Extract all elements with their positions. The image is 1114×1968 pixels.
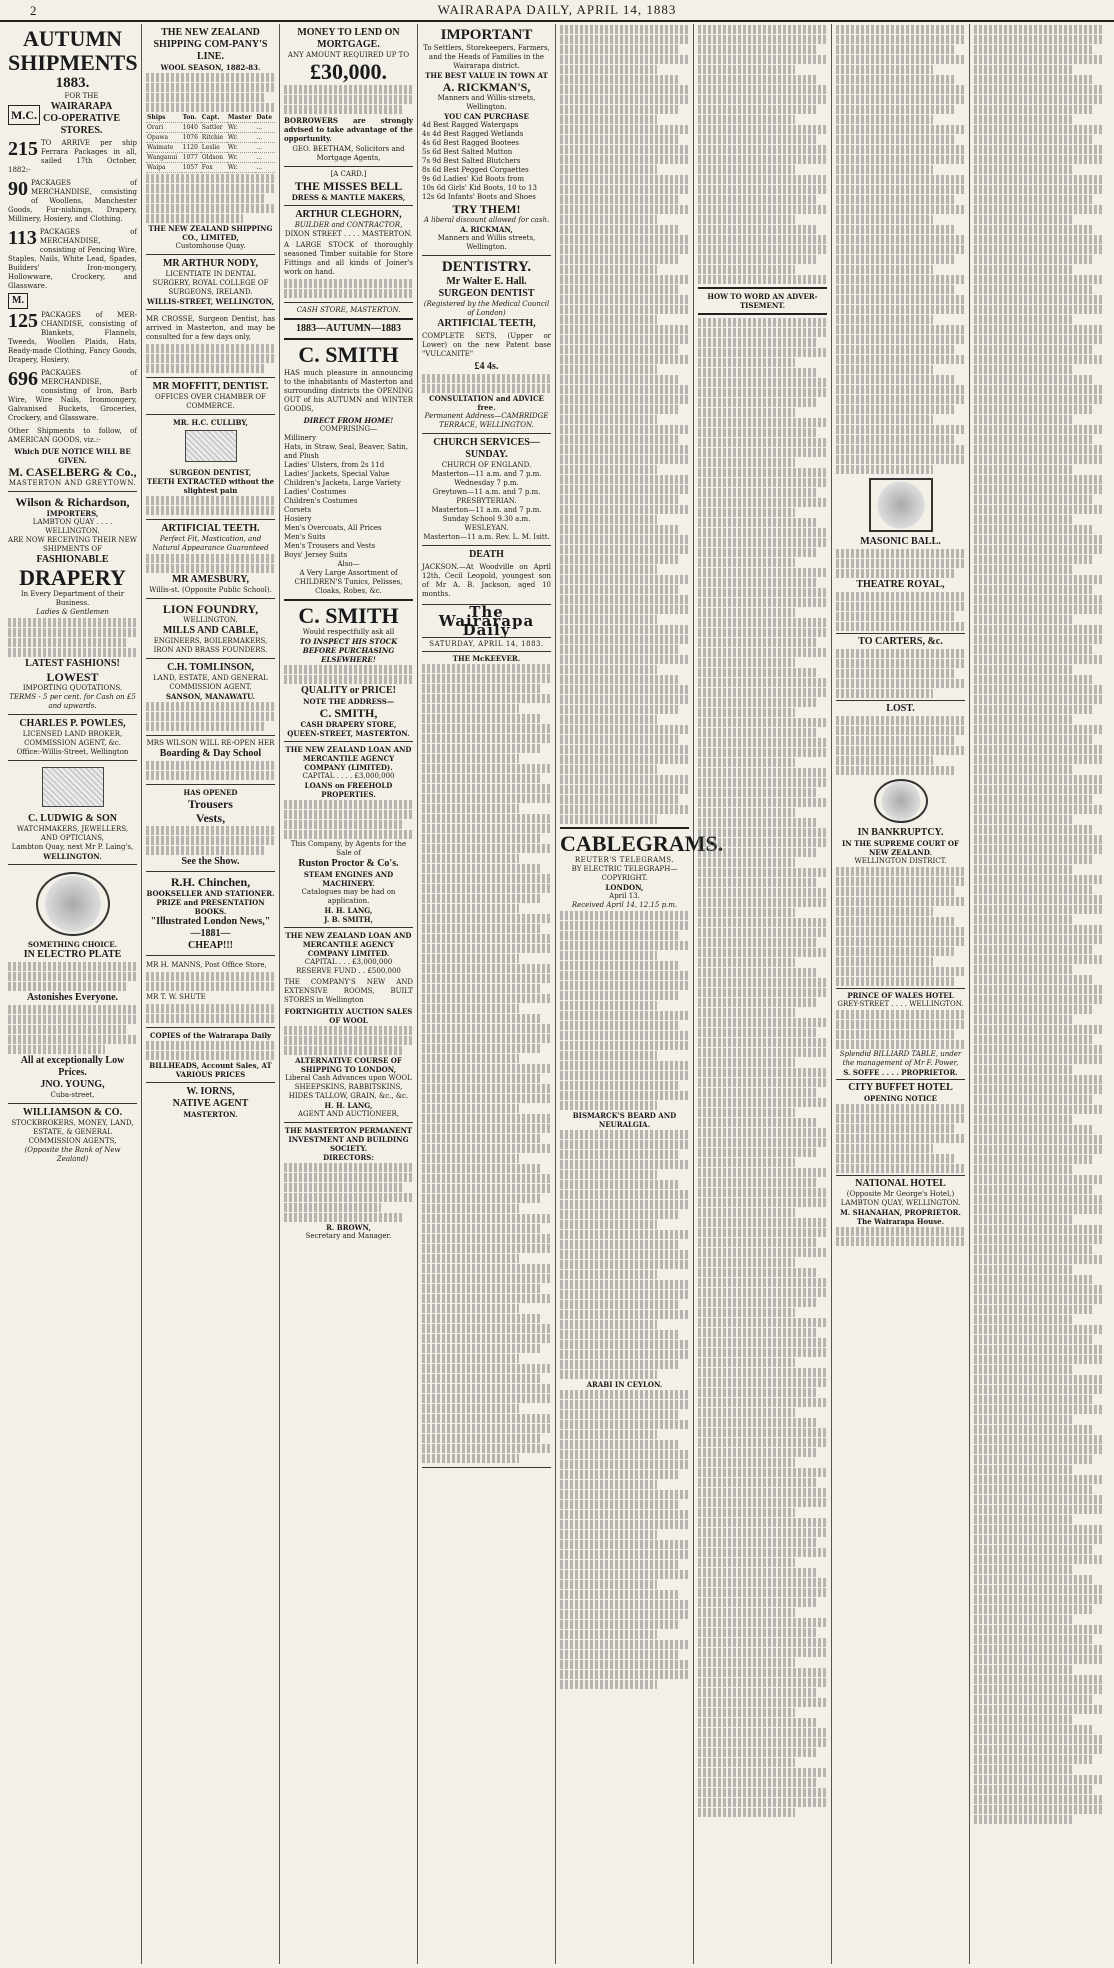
shipment-count-5: 696 — [8, 368, 38, 390]
rickman-heading: A. RICKMAN'S, — [442, 80, 531, 94]
list-item: Wednesday 7 p.m. — [454, 479, 519, 487]
shipment-count-4: 125 — [8, 310, 38, 332]
london-label: LONDON, — [605, 883, 644, 892]
hall-name: Mr Walter E. Hall. — [446, 276, 527, 287]
mills-cable-sub: ENGINEERS, BOILERMAKERS, IRON AND BRASS FOUNDERS. — [153, 637, 268, 654]
card-label: [A CARD.] — [330, 170, 367, 178]
lang-name: H. H. LANG, — [324, 906, 373, 915]
tomlinson-sub: LAND, ESTATE, AND GENERAL COMMISSION AGENT, — [153, 674, 268, 691]
due-notice: Which DUE NOTICE WILL BE GIVEN. — [14, 447, 131, 465]
powles-heading: CHARLES P. POWLES, — [19, 718, 126, 729]
table-row — [146, 123, 275, 133]
dentistry-heading: DENTISTRY. — [441, 259, 532, 275]
lion-foundry-heading: LION FOUNDRY, — [162, 602, 259, 616]
fashionable-label: FASHIONABLE — [36, 554, 109, 565]
april-label: April 13. — [609, 892, 640, 900]
ships-col-header: Ton. — [182, 113, 201, 123]
rickman-address: Manners and Willis-streets, Wellington. — [437, 94, 536, 111]
discount-label: A liberal discount allowed for cash. — [423, 216, 550, 224]
complete-sets-notice: COMPLETE SETS, (Upper or Lower) on the new Patent base "VULCANITE" — [422, 332, 551, 358]
list-item: 4d Best Ragged Watergaps — [422, 121, 519, 129]
cablegrams-heading: CABLEGRAMS. — [560, 831, 724, 856]
shanahan-label: M. SHANAHAN, PROPRIETOR. — [840, 1208, 961, 1217]
table-cell: Ritchie — [201, 133, 227, 143]
national-hotel-sub: (Opposite Mr George's Hotel,) LAMBTON QUAY, WELLINGTON. — [840, 1190, 961, 1207]
cheap-heading: CHEAP!!! — [188, 940, 233, 951]
church-services-heading: CHURCH SERVICES—SUNDAY. — [433, 437, 540, 460]
dress-makers-label: DRESS & MANTLE MAKERS, — [291, 193, 406, 202]
mills-cable-heading: MILLS AND CABLE, — [162, 625, 259, 636]
ludwig-address: Lambton Quay, next Mr P. Laing's, — [11, 843, 134, 851]
drapery-heading: DRAPERY — [19, 565, 126, 590]
reuter-label: REUTER'S TELEGRAMS. — [574, 856, 675, 864]
powles-office: Office:-Willis-Street, Wellington — [16, 748, 129, 756]
c-smith-announcement: HAS much pleasure in announcing to the inhabitants of Masterton and surrounding districts the OPENING OUT of his AUTUMN and WINTER GOODS, — [284, 369, 413, 413]
children-notice: A Very Large Assortment of CHILDREN'S Tunics, Pelisses, Cloaks, Robes, &c. — [294, 569, 403, 595]
list-item: Men's Overcoats, All Prices — [284, 524, 382, 532]
list-item: Ladies' Jackets, Special Value — [284, 470, 390, 478]
loans-label: LOANS on FREEHOLD PROPERTIES. — [304, 781, 393, 799]
table-cell: Wr. — [227, 163, 255, 173]
misses-bell-heading: THE MISSES BELL — [294, 179, 403, 193]
wool-season: WOOL SEASON, 1882-83. — [160, 63, 261, 72]
catalogues-label: Catalogues may be had on application. — [301, 888, 396, 905]
illustrated-news-heading: "Illustrated London News," — [150, 916, 271, 927]
brown-name: R. BROWN, — [326, 1223, 371, 1232]
ludwig-heading: C. LUDWIG & SON — [28, 813, 117, 824]
list-item: 5s 6d Best Salted Mutton — [422, 148, 513, 156]
ships-col-header: Capt. — [201, 113, 227, 123]
ladies-label: Ladies & Gentlemen — [36, 608, 109, 616]
list-item: Millinery — [284, 434, 317, 442]
list-item: Ladies' Costumes — [284, 488, 347, 496]
caselberg-heading: M. CASELBERG & Co., — [8, 465, 137, 479]
artificial-teeth-heading-2: ARTIFICIAL TEETH, — [437, 318, 536, 329]
column-7 — [832, 24, 970, 1964]
table-cell: Leslie — [201, 143, 227, 153]
list-item: PRESBYTERIAN. — [456, 497, 517, 505]
list-item: Masterton—11 a.m. and 7 p.m. — [431, 470, 542, 478]
padlock-illustration-icon — [36, 872, 110, 936]
coop-label: CO-OPERATIVE — [43, 113, 121, 124]
culliby-heading: MR. H.C. CULLIBY, — [173, 418, 248, 427]
how-to-word-heading: HOW TO WORD AN ADVER-TISEMENT. — [707, 292, 818, 310]
young-sub: Cuba-street, — [50, 1091, 95, 1099]
list-item: Hosiery — [284, 515, 312, 523]
electro-plate-heading: IN ELECTRO PLATE — [23, 949, 122, 960]
shipment-text-4: PACKAGES of MER-CHANDISE, consisting of Blankets, Flannels, Tweeds, Woollen Plaids, Hats, Ready-made Clothing, Fancy Goods, Drapery, Hosiery. — [8, 311, 137, 364]
article-heading: THE McKEEVER. — [452, 654, 521, 663]
column-5 — [556, 24, 724, 1964]
for-the-label: FOR THE — [64, 92, 99, 100]
ships-col-header: Master — [227, 113, 255, 123]
permanent-address: Permanent Address—CAMBRIDGE TERRACE, WELLINGTON. — [424, 412, 549, 429]
table-cell: Opawa — [146, 133, 182, 143]
auction-label: FORTNIGHTLY AUCTION SALES OF WOOL — [284, 1007, 413, 1025]
page-number: 2 — [30, 3, 38, 18]
agents-label: This Company, by Agents for the Sale of — [290, 840, 407, 857]
column-2 — [142, 24, 280, 1964]
table-cell: 1120 — [182, 143, 201, 153]
best-value-label: THE BEST VALUE IN TOWN AT — [425, 71, 548, 80]
cleghorn-heading: ARTHUR CLEGHORN, — [295, 209, 402, 220]
column-1 — [4, 24, 142, 1964]
rickman-signoff: A. RICKMAN, — [460, 225, 513, 234]
column-6 — [694, 24, 832, 1964]
column-8 — [970, 24, 1108, 1964]
importers-label: IMPORTERS, — [46, 509, 99, 518]
arabi-heading: ARABI IN CEYLON. — [586, 1380, 663, 1389]
wairarapa-house-label: The Wairarapa House. — [856, 1217, 945, 1226]
receive-notice: THE COMPANY'S NEW AND EXTENSIVE ROOMS, BUILT STORES in Wellington — [284, 978, 413, 1004]
table-cell: ... — [255, 163, 275, 173]
loan-amount: £30,000. — [310, 59, 387, 84]
to-carters-heading: TO CARTERS, &c. — [858, 636, 943, 647]
electric-label: BY ELECTRIC TELEGRAPH—COPYRIGHT. — [571, 865, 678, 882]
nz-loan-heading-2: THE NEW ZEALAND LOAN AND MERCANTILE AGENCY COMPANY LIMITED. — [285, 931, 412, 958]
wairarapa-label: WAIRARAPA — [50, 101, 113, 112]
nz-shipping-sub: THE NEW ZEALAND SHIPPING CO., LIMITED, — [148, 224, 273, 242]
invite-label: Would respectfully ask all — [302, 628, 395, 636]
alternative-label: ALTERNATIVE COURSE OF SHIPPING TO LONDON, — [295, 1056, 402, 1074]
tomlinson-heading: C.H. TOMLINSON, — [167, 662, 254, 673]
list-item: Corsets — [284, 506, 312, 514]
issue-date: SATURDAY, APRIL 14, 1883. — [429, 640, 544, 648]
column-3 — [280, 24, 418, 1964]
see-show-heading: See the Show. — [181, 856, 240, 867]
table-cell: ... — [255, 153, 275, 163]
settlers-notice: To Settlers, Storekeepers, Farmers, and the Heads of Families in the Wairarapa district. — [423, 44, 550, 70]
bismarck-heading: BISMARCK'S BEARD AND NEURALGIA. — [572, 1111, 677, 1129]
registered-label: (Registered by the Medical Council of London) — [423, 300, 550, 317]
ruston-heading: Ruston Proctor & Co's. — [298, 858, 399, 869]
customhouse-quay: Customhouse Quay. — [175, 242, 246, 250]
table-cell: Wanganui — [146, 153, 182, 163]
table-row — [146, 133, 275, 143]
nz-loan-capital: CAPITAL . . . . £3,000,000 — [302, 772, 395, 780]
important-heading: IMPORTANT — [440, 27, 533, 43]
table-cell: ... — [255, 123, 275, 133]
ships-col-header: Date — [255, 113, 275, 123]
list-item: 7s 9d Best Salted Blutchers — [422, 157, 521, 165]
list-item: Children's Jackets, Large Variety — [284, 479, 401, 487]
table-cell: Fox — [201, 163, 227, 173]
theatre-royal-heading: THEATRE ROYAL, — [856, 579, 945, 590]
nody-heading: MR ARTHUR NODY, — [162, 258, 259, 269]
cleghorn-address: DIXON STREET . . . . MASTERTON. — [284, 230, 413, 238]
column-4 — [418, 24, 556, 1964]
soffe-label: S. SOFFE . . . . PROPRIETOR. — [843, 1068, 958, 1077]
direct-from-home: DIRECT FROM HOME! — [303, 416, 394, 425]
money-to-lend-heading: MONEY TO LEND ON MORTGAGE. — [297, 27, 400, 50]
boarding-school-heading: Boarding & Day School — [159, 748, 262, 759]
table-row — [146, 163, 275, 173]
table-cell: Wr. — [227, 153, 255, 163]
supreme-court-label: IN THE SUPREME COURT OF NEW ZEALAND. — [842, 839, 959, 857]
shipment-text-5: PACKAGES of MERCHANDISE, consisting of Iron, Barb Wire, Wire Nails, Ironmongery, Galvanised Buckets, Groceries, Crockery, and Glassware. — [8, 369, 137, 422]
ships-col-header: Ships — [146, 113, 182, 123]
other-shipments: Other Shipments to follow, of AMERICAN GOODS, viz.:- — [8, 427, 137, 444]
cleghorn-sub: BUILDER and CONTRACTOR, — [294, 221, 403, 229]
c-smith-heading-2: C. SMITH — [298, 603, 399, 628]
artificial-teeth-heading: ARTIFICIAL TEETH. — [161, 523, 260, 534]
wellington-district-label: WELLINGTON DISTRICT. — [854, 857, 947, 865]
manns-notice: MR H. MANNS, Post Office Store, — [146, 961, 267, 969]
table-cell: Waipa — [146, 163, 182, 173]
table-cell: Waimate — [146, 143, 182, 153]
lambton-quay-label: LAMBTON QUAY . . . . WELLINGTON. — [32, 518, 113, 535]
list-item: Masterton—11 a.m. and 7 p.m. — [431, 506, 542, 514]
agent-label: AGENT AND AUCTIONEER, — [297, 1110, 400, 1118]
shute-notice: MR T. W. SHUTE — [146, 993, 206, 1001]
prince-of-wales-heading: PRINCE OF WALES HOTEL — [847, 991, 954, 1000]
lang-name-2: H. H. LANG, — [324, 1101, 373, 1110]
table-row — [146, 153, 275, 163]
m-monogram: M. — [8, 293, 28, 309]
moffitt-heading: MR MOFFITT, DENTIST. — [152, 381, 269, 392]
steam-engines-label: STEAM ENGINES AND MACHINERY. — [303, 870, 394, 888]
ships-table-header — [146, 113, 275, 123]
stock-list — [284, 434, 413, 560]
list-item: Men's Suits — [284, 533, 326, 541]
borrowers-notice: BORROWERS are strongly advised to take advantage of the opportunity. — [284, 116, 413, 143]
shipment-text-3: PACKAGES of MERCHANDISE, consisting of Fencing Wire, Staples, Nails, White Lead, Spades, Builders' Iron-mongery, Hollowware, Crockery, and Glassware. — [8, 228, 137, 290]
inspect-notice: TO INSPECT HIS STOCK BEFORE PURCHASING ELSEWHERE! — [299, 637, 398, 664]
crosse-notice: MR CROSSE, Surgeon Dentist, has arrived in Masterton, and may be consulted for a few days only, — [146, 315, 275, 341]
city-buffet-heading: CITY BUFFET HOTEL — [848, 1082, 953, 1093]
ludwig-city: WELLINGTON. — [43, 852, 102, 861]
lowest-label: LOWEST — [46, 670, 99, 684]
masonic-ball-heading: MASONIC BALL. — [860, 536, 941, 547]
copies-notice: COPIES of the Wairarapa Daily — [149, 1031, 272, 1040]
liberal-label: Liberal Cash Advances upon WOOL SHEEPSKINS, RABBITSKINS, HIDES TALLOW, GRAIN, &c., &c. — [285, 1074, 412, 1100]
royal-arms-icon — [874, 779, 928, 823]
received-label: Received April 14, 12.15 p.m. — [571, 901, 678, 909]
masthead-title: WAIRARAPA DAILY, APRIL 14, 1883 — [437, 2, 677, 17]
list-item: WESLEYAN. — [464, 524, 509, 532]
nz-shipping-heading: THE NEW ZEALAND SHIPPING COM-PANY'S LINE. — [153, 27, 268, 62]
set-price: £4 4s. — [474, 361, 499, 372]
table-cell: 1040 — [182, 123, 201, 133]
solicitors-label: GEO. BEETHAM, Solicitors and Mortgage Agents, — [292, 145, 405, 162]
shipment-text-2: PACKAGES of MERCHANDISE, consisting of Woollens, Manchester Goods, Fur-nishings, Drapery, Millinery, Hosiery, and Clothing. — [8, 179, 137, 223]
list-item: Sunday School 9.30 a.m. — [442, 515, 531, 523]
moffitt-sub: OFFICES OVER CHAMBER OF COMMERCE. — [154, 393, 266, 410]
nody-sub: LICENTIATE IN DENTAL SURGERY, ROYAL COLLEGE OF SURGEONS, IRELAND. — [152, 270, 269, 296]
masthead — [0, 0, 1114, 22]
surgeon-dentist-label: SURGEON DENTIST — [438, 288, 535, 299]
table-cell: 1057 — [182, 163, 201, 173]
low-prices-heading: All at exceptionally Low Prices. — [20, 1055, 125, 1078]
wilson-richardson-heading: Wilson & Richardson, — [15, 495, 130, 509]
any-amount-label: ANY AMOUNT REQUIRED UP TO — [287, 51, 410, 59]
culliby-sub: SURGEON DENTIST, — [169, 468, 252, 477]
list-item: Greytown—11 a.m. and 7 p.m. — [432, 488, 541, 496]
terms-label: TERMS - 5 per cent. for Cash on £5 and upwards. — [9, 693, 136, 710]
church-list — [422, 461, 551, 542]
newspaper-title: The Wairarapa Daily — [438, 603, 535, 639]
importing-label: IMPORTING QUOTATIONS. — [22, 684, 123, 692]
lost-heading: LOST. — [886, 703, 915, 714]
astonishes-heading: Astonishes Everyone. — [26, 992, 119, 1003]
list-item: 4s 6d Best Ragged Bootees — [422, 139, 520, 147]
caselberg-sub: MASTERTON AND GREYTOWN. — [8, 479, 137, 487]
mrs-wilson-notice: MRS WILSON WILL RE-OPEN HER — [146, 739, 275, 747]
list-item: 8s 6d Best Pegged Corgaettes — [422, 166, 529, 174]
amesbury-heading: MR AMESBURY, — [171, 574, 250, 585]
trousers-heading: Trousers — [188, 797, 233, 811]
ludwig-sub: WATCHMAKERS, JEWELLERS, AND OPTICIANS, — [16, 825, 129, 842]
national-hotel-heading: NATIONAL HOTEL — [855, 1178, 946, 1189]
table-cell: Sattler — [201, 123, 227, 133]
table-cell: 1076 — [182, 133, 201, 143]
shipment-count-3: 113 — [8, 227, 37, 249]
dentures-illustration-icon — [185, 430, 237, 462]
cash-store-label: CASH STORE, MASTERTON. — [296, 306, 401, 314]
death-notice: JACKSON.—At Woodville on April 12th, Cecil Leopold, youngest son of Mr A. B. Jackson, aged 10 months. — [422, 563, 551, 598]
consultation-label: CONSULTATION and ADVICE free. — [429, 394, 544, 412]
list-item: Hats, in Straw, Seal, Beaver, Satin, and Plush — [284, 443, 408, 460]
secretary-label: Secretary and Manager. — [305, 1232, 392, 1240]
list-item: 10s 6d Girls' Kid Boots, 10 to 13 — [422, 184, 537, 192]
shipment-count-2: 90 — [8, 178, 28, 200]
amesbury-sub: Willis-st. (Opposite Public School). — [149, 586, 272, 594]
williamson-sub: STOCKBROKERS, MONEY, LAND, ESTATE, & GENERAL COMMISSION AGENTS, — [11, 1119, 134, 1145]
year-heading: 1883. — [55, 75, 90, 91]
large-stock-notice: A LARGE STOCK of thoroughly seasoned Timber suitable for Store Fittings and all kinds of Joiner's work on hand. — [284, 241, 413, 276]
table-cell: ... — [255, 133, 275, 143]
masonic-emblem-icon — [869, 478, 933, 532]
chinchen-heading: R.H. Chinchen, — [170, 875, 251, 889]
c-smith-heading: C. SMITH — [298, 342, 399, 367]
ships-table — [146, 113, 275, 173]
billheads-notice: BILLHEADS, Account Sales, AT VARIOUS PRICES — [149, 1061, 272, 1079]
chinchen-sub: BOOKSELLER AND STATIONER. — [146, 889, 275, 898]
death-heading: DEATH — [469, 549, 504, 560]
grey-street-label: GREY-STREET . . . . WELLINGTON. — [837, 1000, 964, 1008]
watch-illustration-icon — [42, 767, 104, 807]
autumn-shipments-heading: AUTUMN SHIPMENTS — [8, 26, 138, 75]
latest-fashions-label: LATEST FASHIONS! — [25, 658, 120, 669]
stores-label: STORES. — [60, 125, 103, 136]
every-dept-label: In Every Department of their Business. — [20, 590, 125, 607]
williamson-heading: WILLIAMSON & CO. — [22, 1107, 123, 1118]
powles-sub: LICENSED LAND BROKER, COMMISSION AGENT, &c. — [22, 730, 123, 747]
queen-street-label: QUEEN-STREET, MASTERTON. — [287, 729, 410, 738]
try-them-heading: TRY THEM! — [452, 202, 521, 216]
directors-label: DIRECTORS: — [323, 1153, 374, 1162]
shipment-count-1: 215 — [8, 138, 38, 160]
masterton-society-heading: THE MASTERTON PERMANENT INVESTMENT AND BUILDING SOCIETY. — [284, 1126, 413, 1153]
opening-notice-label: OPENING NOTICE — [863, 1094, 938, 1103]
smith-name: J. B. SMITH, — [324, 915, 373, 924]
native-agent-heading: NATIVE AGENT — [172, 1098, 249, 1109]
iorns-place: MASTERTON. — [183, 1110, 238, 1119]
has-opened-label: HAS OPENED — [183, 788, 238, 797]
nody-address: WILLIS-STREET, WELLINGTON, — [147, 297, 274, 306]
shipment-text-1: TO ARRIVE per ship Ferrara Packages in all, sailed 17th October, 1882:- — [8, 139, 137, 174]
list-item: Ladies' Ulsters, from 2s 11d — [284, 461, 385, 469]
list-item: 4s 4d Best Ragged Wetlands — [422, 130, 524, 138]
tomlinson-place: SANSON, MANAWATU. — [165, 692, 256, 701]
perfect-fit: Perfect Fit, Mastication, and Natural Appearance Guaranteed — [152, 535, 269, 552]
newspaper-columns — [4, 24, 1110, 1964]
cash-drapery-label: CASH DRAPERY STORE, — [300, 720, 397, 729]
vests-heading: Vests, — [195, 811, 226, 825]
billiard-label: Splendid BILLIARD TABLE, under the management of Mr F. Power, — [839, 1050, 962, 1067]
table-cell: Wr. — [227, 143, 255, 153]
list-item: Masterton—11 a.m. Rev. L. M. Isitt. — [423, 533, 550, 541]
c-smith-heading-3: C. SMITH, — [319, 706, 378, 720]
table-row — [146, 143, 275, 153]
nz-loan-capital-2: CAPITAL . . . £3,000,000 — [304, 958, 393, 966]
table-cell: Orari — [146, 123, 182, 133]
quality-heading: QUALITY or PRICE! — [300, 685, 396, 696]
you-can-label: YOU CAN PURCHASE — [444, 112, 529, 121]
table-cell: Oldson — [201, 153, 227, 163]
list-item: 9s 6d Ladies' Kid Boots from — [422, 175, 525, 183]
note-address: NOTE THE ADDRESS— — [303, 697, 394, 706]
list-item: Men's Trousers and Vests — [284, 542, 376, 550]
mc-monogram: M.C. — [8, 105, 40, 125]
lion-foundry-sub: WELLINGTON. — [183, 616, 238, 624]
autumn-1883-heading: 1883—AUTUMN—1883 — [296, 323, 401, 334]
price-list — [422, 121, 551, 202]
also-label: Also— — [337, 560, 360, 568]
list-item: 12s 6d Infants' Boots and Shoes — [422, 193, 536, 201]
iorns-heading: W. IORNS, — [186, 1086, 235, 1097]
williamson-address: (Opposite the Bank of New Zealand) — [24, 1146, 121, 1163]
list-item: Boys' Jersey Suits — [284, 551, 348, 559]
table-cell: Wr. — [227, 133, 255, 143]
bankruptcy-heading: IN BANKRUPTCY. — [857, 827, 944, 838]
table-cell: Wr. — [227, 123, 255, 133]
list-item: CHURCH OF ENGLAND. — [441, 461, 532, 469]
young-heading: JNO. YOUNG, — [40, 1079, 105, 1090]
table-cell: 1077 — [182, 153, 201, 163]
nz-loan-heading: THE NEW ZEALAND LOAN AND MERCANTILE AGENCY COMPANY (LIMITED). — [285, 745, 412, 772]
something-choice: SOMETHING CHOICE. — [27, 940, 118, 949]
list-item: Children's Costumes — [284, 497, 358, 505]
comprising-label: COMPRISING— — [319, 425, 378, 433]
table-cell: ... — [255, 143, 275, 153]
rickman-address-2: Manners and Willis streets, Wellington. — [437, 234, 536, 251]
year-1881: —1881— — [190, 928, 231, 939]
nz-loan-reserve: RESERVE FUND . . £500,000 — [296, 967, 401, 975]
receiving-label: ARE NOW RECEIVING THEIR NEW SHIPMENTS OF — [8, 536, 137, 553]
prize-books: PRIZE and PRESENTATION BOOKS. — [156, 898, 265, 916]
teeth-extracted: TEETH EXTRACTED without the slightest pain — [146, 477, 275, 495]
